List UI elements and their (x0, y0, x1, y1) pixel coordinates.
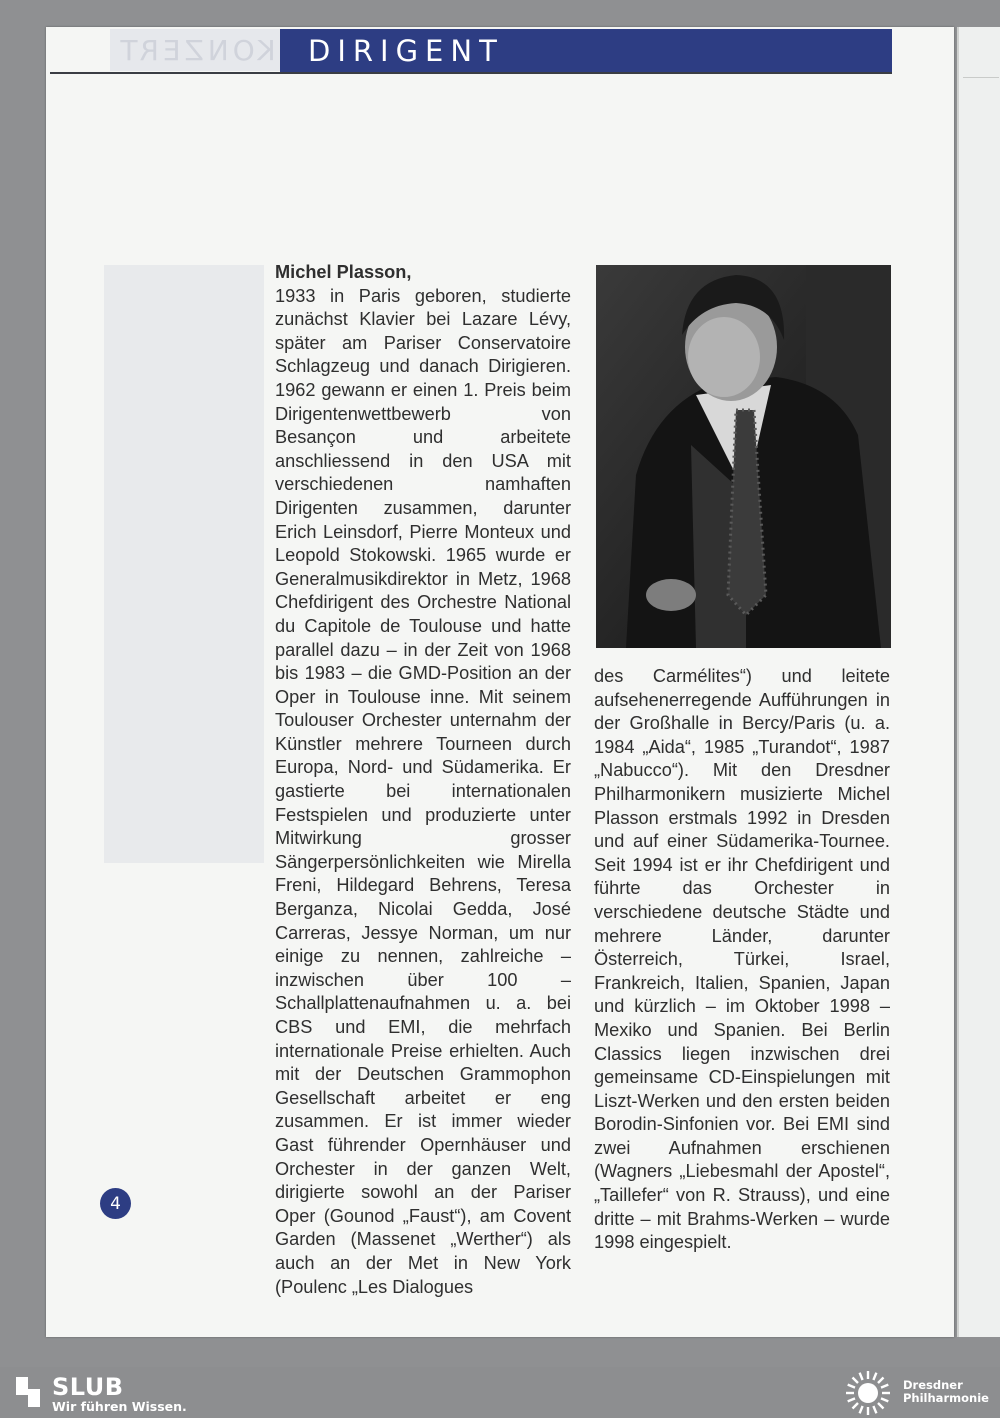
page-number-badge: 4 (100, 1188, 131, 1219)
next-page-edge (957, 27, 1000, 1337)
person-photo-icon (596, 265, 891, 648)
conductor-photo (596, 265, 891, 648)
article-text-left: 1933 in Paris geboren, studierte zunächst Klavier bei Lazare Lévy, später am Pariser Conservatoire Schlagzeug und danach Dirigieren. 1962 gewann er einen 1. Preis beim Dirigentenwettbewerb von Besançon und arbeitete anschliessend in den USA mit verschiedenen namhaften Dirigenten zusammen, darunter Erich Leinsdorf, Pierre Monteux und Leopold Stokowski. 1965 wurde er Generalmusikdirektor in Metz, 1968 Chefdirigent des Orchestre National du Capitole de Toulouse und hatte parallel dazu – in der Zeit von 1968 bis 1983 – die GMD-Position an der Oper in Toulouse inne. Mit seinem Toulouser Orchester unternahm der Künstler mehrere Tourneen durch Europa, Nord- und Südamerika. Er gastierte bei internationalen Festspielen und produzierte unter Mitwirkung grosser Sängerpersönlichkeiten wie Mirella Freni, Hildegard Behrens, Teresa Berganza, Nicolai Gedda, José Carreras, Jessye Norman, um nur einige zu nennen, zahlreiche – inzwischen über 100 – Schallplattenaufnahmen u. a. bei CBS und EMI, die mehrfach internationale Preise erhielten. Auch mit der Deutschen Grammophon Gesellschaft arbeitet er eng zusammen. Er ist immer wieder Gast führender Opernhäuser und Orchester in der ganzen Welt, dirigierte sowohl an der Pariser Oper (Gounod „Faust“), am Covent Garden (Massenet „Werther“) als auch an der Met in New York (Poulenc „Les Dialogues (275, 285, 571, 1297)
show-through-image (104, 265, 264, 863)
footer-bar (0, 1367, 1000, 1418)
article-column-left (275, 261, 571, 1299)
slub-logo-icon (14, 1375, 42, 1409)
conductor-name: Michel Plasson, (275, 262, 412, 282)
orchestra-logo-line1: Dresdner (903, 1378, 963, 1392)
header-ghost-label: KONZERT (110, 29, 282, 71)
slub-tagline: Wir führen Wissen. (52, 1399, 187, 1414)
orchestra-logo-line2: Philharmonie (903, 1391, 989, 1405)
header-rule (50, 72, 892, 74)
article-column-right: des Carmélites“) und leitete aufsehenerregende Aufführungen in der Großhalle in Bercy/Paris (u. a. 1984 „Aida“, 1985 „Turandot“, 1987 „Nabucco“). Mit den Dresdner Philharmonikern musizierte Michel Plasson erstmals 1992 in Dresden und auf einer Südamerika-Tournee. Seit 1994 ist er ihr Chefdirigent und führte das Orchester in verschiedene deutsche Städte und mehrere Länder, darunter Österreich, Türkei, Israel, Frankreich, Italien, Spanien, Japan und kürzlich – im Oktober 1998 – Mexiko und Spanien. Bei Berlin Classics liegen inzwischen drei gemeinsame CD-Einspielungen mit Liszt-Werken und den ersten beiden Borodin-Sinfonien vor. Bei EMI sind zwei Aufnahmen erschienen (Wagners „Liebesmahl der Apostel“, „Taillefer“ von R. Strauss), und eine dritte – mit Brahms-Werken – wurde 1998 eingespielt. (594, 666, 890, 1253)
section-title: DIRIGENT (280, 29, 892, 72)
dresdner-philharmonie-sun-icon (842, 1369, 894, 1417)
slub-title: SLUB (52, 1373, 124, 1401)
show-through-text (180, 170, 190, 212)
orchestra-logo-text (903, 1379, 989, 1405)
